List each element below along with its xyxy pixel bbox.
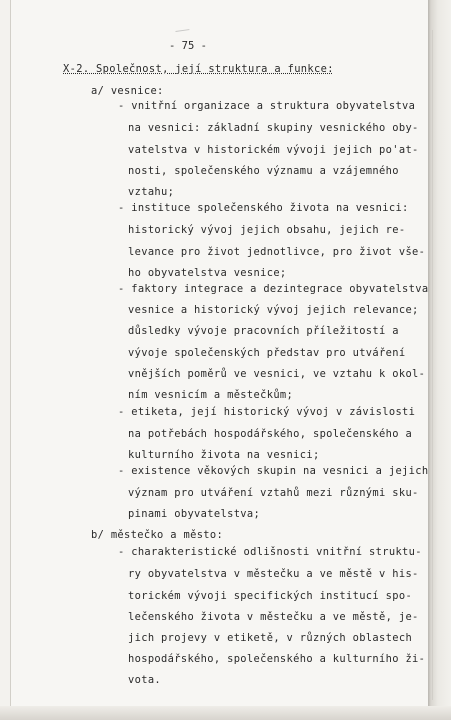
text-line: - charakteristické odlišnosti vnitřní struktu- (118, 546, 422, 558)
pencil-mark (175, 29, 190, 40)
text-line: hospodářského, společenského a kulturního ži- (128, 653, 426, 665)
text-line: - instituce společenského života na vesnici: (118, 202, 409, 214)
text-line: historický vývoj jejich obsahu, jejich re- (128, 224, 406, 236)
text-line: význam pro utváření vztahů mezi různými sku- (128, 487, 419, 499)
underlying-page-edge (432, 30, 445, 700)
text-line: vnějších poměrů ve vesnici, ve vztahu k okol- (128, 368, 426, 380)
text-line: torickém vývoji specifických institucí spo- (128, 590, 413, 602)
text-line: ho obyvatelstva vesnice; (128, 267, 287, 279)
text-line: - etiketa, její historický vývoj v závislosti (118, 406, 416, 418)
text-line: - faktory integrace a dezintegrace obyvatelstva (118, 283, 429, 295)
text-line: - vnitřní organizace a struktura obyvatelstva (118, 100, 416, 112)
text-line: na potřebách hospodářského, společenského a (128, 428, 413, 440)
text-line: na vesnici: základní skupiny vesnického oby- (128, 122, 419, 134)
text-line: - existence věkových skupin na vesnici a jejich (118, 465, 429, 477)
text-line: vatelstva v historickém vývoji jejich po'at- (128, 144, 419, 156)
text-line: vesnice a historický vývoj jejich relevance; (128, 304, 419, 316)
bottom-edge (0, 706, 451, 720)
text-line: vztahu; (128, 186, 175, 198)
subsection-label: a/ vesnice: (91, 85, 164, 97)
text-line: levance pro život jednotlivce, pro život vše- (128, 246, 426, 258)
text-line: kulturního života na vesnici; (128, 449, 320, 461)
text-line: nosti, společenského významu a vzájemného (128, 165, 399, 177)
text-line: ry obyvatelstva v městečku a ve městě v his- (128, 568, 419, 580)
text-line: pinami obyvatelstva; (128, 508, 261, 520)
text-line: ním vesnicím a městečkům; (128, 389, 294, 401)
page-number: - 75 - (169, 40, 207, 52)
paper-sheet (10, 0, 429, 716)
text-line: jich projevy v etiketě, v různých oblastech (128, 632, 413, 644)
text-line: důsledky vývoje pracovních příležitostí a (128, 325, 399, 337)
section-heading: X-2. Společnost, její struktura a funkce: (63, 63, 334, 75)
text-line: vota. (128, 674, 162, 686)
text-line: vývoje společenských představ pro utváření (128, 347, 406, 359)
subsection-label: b/ městečko a město: (91, 529, 224, 541)
text-line: lečenského života v městečku a ve městě, je- (128, 611, 419, 623)
